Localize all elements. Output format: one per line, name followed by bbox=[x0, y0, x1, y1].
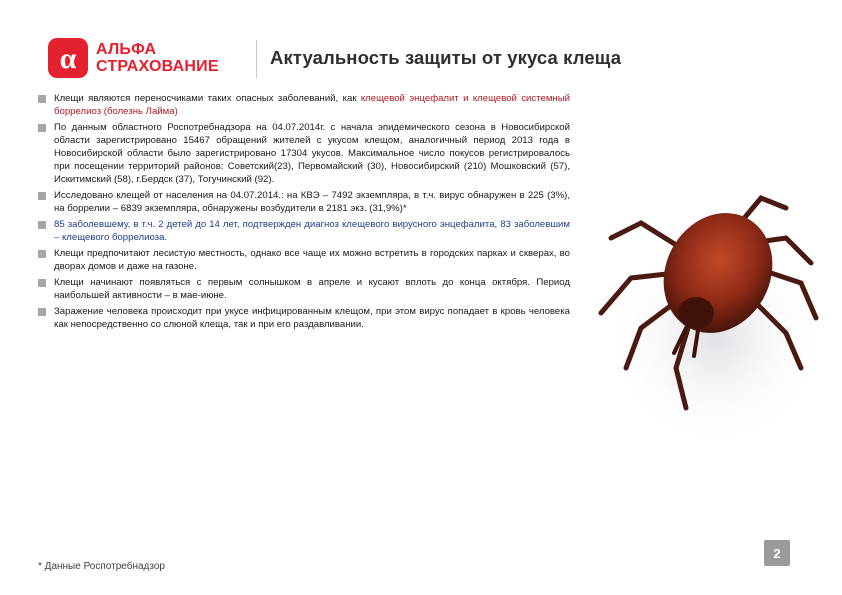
page-number: 2 bbox=[764, 540, 790, 566]
bullet-marker-icon bbox=[38, 221, 46, 229]
bullet-marker-icon bbox=[38, 279, 46, 287]
bullet-text: Исследовано клещей от населения на 04.07.2014.: на КВЭ – 7492 экземпляра, в т.ч. вирус обнаружен в 225 (3%), на боррелии – 6839 экземпляра, обнаружены возбудители в 2181 экз. (31,9%)* bbox=[54, 190, 570, 214]
header-divider bbox=[256, 40, 257, 78]
bullet-marker-icon bbox=[38, 250, 46, 258]
bullet-item bbox=[38, 247, 570, 273]
company-logo bbox=[48, 38, 219, 78]
slide-title: Актуальность защиты от укуса клеща bbox=[270, 47, 622, 68]
bullet-item bbox=[38, 218, 570, 244]
bullet-item bbox=[38, 121, 570, 186]
bullet-text: клещевой энцефалит и клещевой системный боррелиоз (болезнь Лайма) bbox=[54, 93, 570, 117]
bullet-item bbox=[38, 305, 570, 331]
bullet-text: По данным областного Роспотребнадзора на 04.07.2014г. с начала эпидемического сезона в Новосибирской области зарегистрировано 15467 обращений жителей с укусом клещом, аналогичный период 2013 года в Новосибирской области было зарегистрировано 17304 укусов. Максимальное число покусов регистрировалось при посещении территорий районов: Советский(23), Первомайский (30), Новосибирский (210) Мошковский (57), Искитимский (58), г.Бердск (37), Тогучинский (92). bbox=[54, 122, 570, 185]
bullet-marker-icon bbox=[38, 308, 46, 316]
logo-wordmark bbox=[96, 41, 219, 75]
bullet-text: 85 заболевшему, в т.ч. 2 детей до 14 лет, подтвержден диагноз клещевого вирусного энцефалита, 83 заболевшим – клещевого боррелиоза. bbox=[54, 219, 570, 243]
bullet-marker-icon bbox=[38, 124, 46, 132]
alfa-logo-icon bbox=[48, 38, 88, 78]
logo-symbol: α bbox=[59, 42, 77, 75]
logo-line-2: СТРАХОВАНИЕ bbox=[96, 58, 219, 75]
bullet-text: Клещи являются переносчиками таких опасных заболеваний, как bbox=[54, 93, 361, 104]
bullet-marker-icon bbox=[38, 95, 46, 103]
bullet-text: Клещи начинают появляться с первым солнышком в апреле и кусают вплоть до конца октября. Период наибольшей активности – в мае-июне. bbox=[54, 277, 570, 301]
logo-line-1: АЛЬФА bbox=[96, 41, 157, 58]
bullet-item bbox=[38, 276, 570, 302]
bullet-item bbox=[38, 189, 570, 215]
bullet-text: Заражение человека происходит при укусе инфицированным клещом, при этом вирус попадает в кровь человека как непосредственно со слюной клеща, так и при его раздавливании. bbox=[54, 306, 570, 330]
bullet-text: Клещи предпочитают лесистую местность, однако все чаще их можно встретить в городских парках и скверах, во дворах домов и даже на газоне. bbox=[54, 248, 570, 272]
footnote: * Данные Роспотребнадзор bbox=[38, 561, 165, 572]
bullet-marker-icon bbox=[38, 192, 46, 200]
bullet-list bbox=[38, 92, 570, 334]
tick-photo bbox=[586, 168, 826, 458]
bullet-item bbox=[38, 92, 570, 118]
